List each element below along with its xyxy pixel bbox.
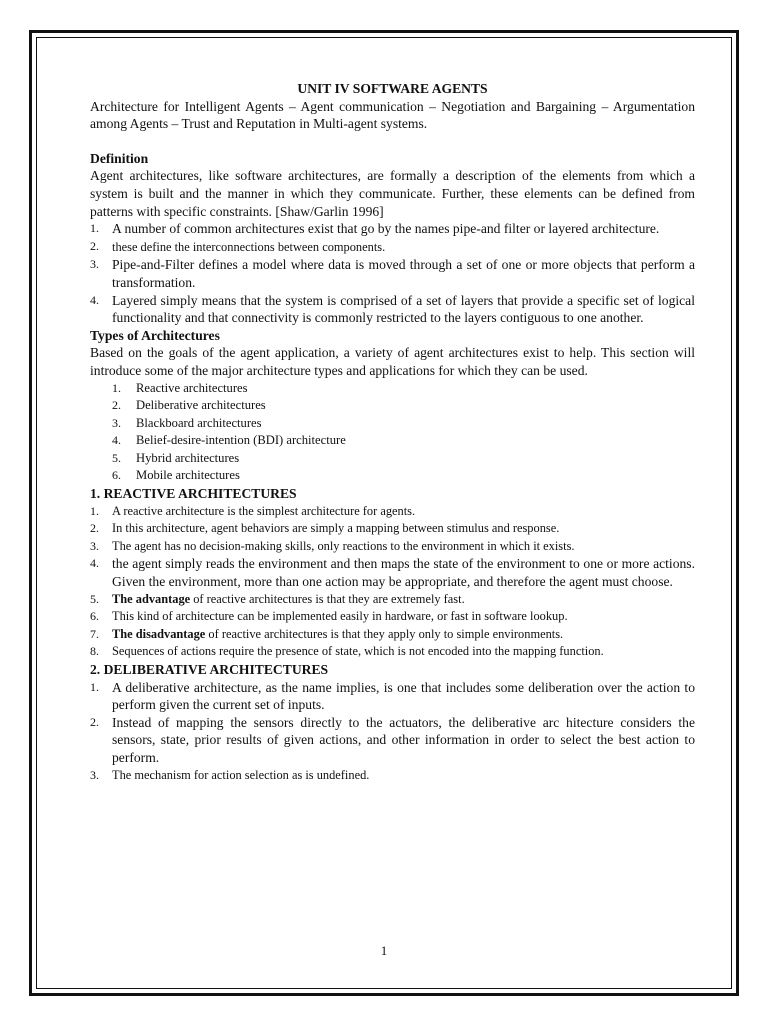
list-item: 1. Reactive architectures (112, 380, 248, 395)
list-item: 3. Pipe-and-Filter defines a model where data is moved through a set of one or more objects that perform a transformation. (90, 257, 695, 290)
list-item: 1. A deliberative architecture, as the name implies, is one that includes some deliberation over the action to perform given the current set of inputs. (90, 679, 695, 713)
page-number: 1 (380, 943, 388, 958)
list-item: 4. the agent simply reads the environment and then maps the state of the environment to one or more actions. Given the environment, more than one action may be appropriate, and therefore the agent must choose. (90, 556, 695, 590)
list-item: 2. these define the interconnections between components. (90, 238, 386, 254)
reactive-list (90, 503, 695, 661)
intro-paragraph: Architecture for Intelligent Agents – Agent communication – Negotiation and Bargaining – Argumentation among Agents – Trust and Reputation in Multi-agent systems. (90, 98, 695, 132)
list-item: 3. Blackboard architectures (112, 415, 262, 430)
deliberative-heading: 2. DELIBERATIVE ARCHITECTURES (90, 662, 329, 677)
list-item: 2. In this architecture, agent behaviors are simply a mapping between stimulus and response. (90, 521, 560, 536)
list-item: 6. This kind of architecture can be implemented easily in hardware, or fast in software lookup. (90, 609, 568, 624)
definition-list (90, 220, 695, 327)
page-content (90, 80, 695, 784)
list-item: 4. Belief-desire-intention (BDI) architecture (112, 433, 346, 448)
list-item: 2. Deliberative architectures (112, 398, 266, 413)
list-item: 3. The agent has no decision-making skills, only reactions to the environment in which it exists. (90, 538, 575, 553)
list-item: 4. Layered simply means that the system is comprised of a set of layers that provide a specific set of logical functionality and that connectivity is commonly restricted to the layers contiguous to one another. (90, 292, 695, 326)
list-item: 7. The disadvantage of reactive architectures is that they apply only to simple environments. (90, 626, 564, 641)
list-item: 2. Instead of mapping the sensors directly to the actuators, the deliberative arc hitecture considers the sensors, state, prior results of given actions, and other information in order to select the best action to perform. (90, 714, 695, 765)
list-item: 8. Sequences of actions require the presence of state, which is not encoded into the mapping function. (90, 644, 604, 659)
types-paragraph: Based on the goals of the agent application, a variety of agent architectures exist to help. This section will introduce some of the major architecture types and applications for which they can be used. (90, 345, 695, 378)
definition-heading: Definition (90, 150, 149, 166)
deliberative-list (90, 679, 695, 785)
list-item: 6. Mobile architectures (112, 468, 240, 483)
list-item: 5. The advantage of reactive architectures is that they are extremely fast. (90, 591, 465, 606)
types-heading: Types of Architectures (90, 327, 220, 343)
types-list (90, 380, 695, 486)
list-item: 1. A reactive architecture is the simplest architecture for agents. (90, 503, 416, 518)
list-item: 5. Hybrid architectures (112, 450, 240, 465)
definition-paragraph: Agent architectures, like software architectures, are formally a description of the elements from which a system is built and the manner in which they communicate. Further, these elements can be defined from patterns with specific constraints. [Shaw/Garlin 1996] (90, 168, 695, 219)
reactive-heading: 1. REACTIVE ARCHITECTURES (90, 486, 297, 502)
list-item: 3. The mechanism for action selection as is undefined. (90, 767, 370, 782)
document-title: UNIT IV SOFTWARE AGENTS (297, 81, 488, 96)
list-item: 1. A number of common architectures exist that go by the names pipe-and filter or layered architecture. (90, 221, 660, 237)
